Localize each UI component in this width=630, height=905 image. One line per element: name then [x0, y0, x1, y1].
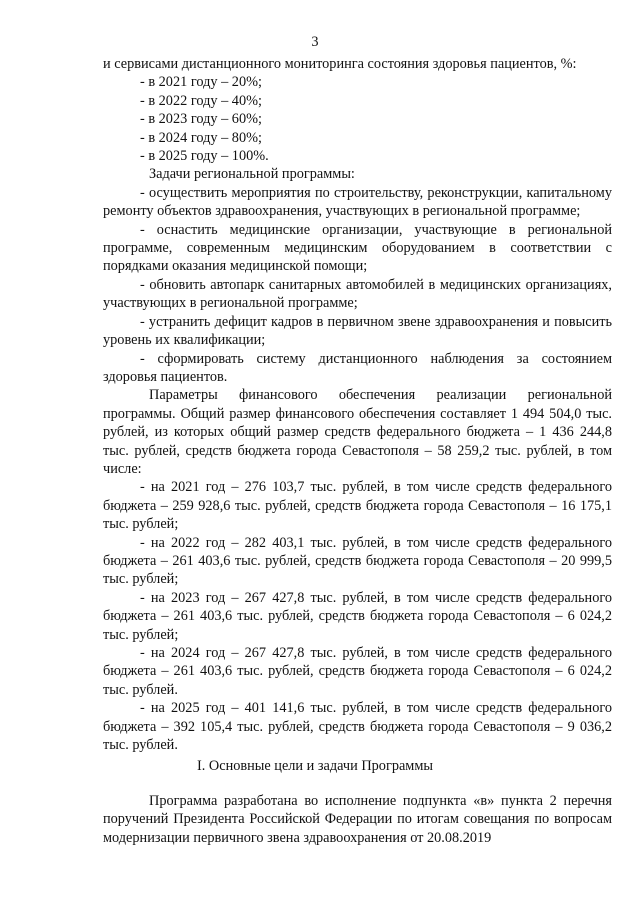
section-heading: I. Основные цели и задачи Программы — [196, 758, 434, 774]
task-item: - обновить автопарк санитарных автомобилей в медицинских организациях, участвующих в региональной программе; — [103, 276, 612, 312]
year-target-2022: - в 2022 году – 40%; — [140, 92, 262, 109]
task-item: - сформировать систему дистанционного наблюдения за состоянием здоровья пациентов. — [103, 350, 612, 385]
finance-year-item: - на 2025 год – 401 141,6 тыс. рублей, в том числе средств федерального бюджета – 392 105,4 тыс. рублей, средств бюджета города Севастополя – 9 036,2 тыс. рублей. — [103, 700, 612, 754]
year-target-2023: - в 2023 году – 60%; — [140, 111, 262, 128]
finance-year-item: - на 2023 год – 267 427,8 тыс. рублей, в том числе средств федерального бюджета – 261 403,6 тыс. рублей, средств бюджета города Севастополя – 6 024,2 тыс. рублей; — [103, 589, 612, 643]
year-target-2025: - в 2025 году – 100%. — [140, 148, 269, 165]
page-number: 3 — [311, 34, 319, 50]
section-paragraph: Программа разработана во исполнение подпункта «в» пункта 2 перечня поручений Президента Российской Федерации по итогам совещания по вопросам модернизации первичного звена здравоохранения от 20.08.2019 — [103, 793, 612, 846]
year-target-2021: - в 2021 году – 20%; — [140, 74, 262, 91]
finance-year-item: - на 2021 год – 276 103,7 тыс. рублей, в том числе средств федерального бюджета – 259 928,6 тыс. рублей, средств бюджета города Севастополя – 16 175,1 тыс. рублей; — [103, 479, 612, 533]
tasks-title: Задачи региональной программы: — [149, 166, 355, 183]
year-target-2024: - в 2024 году – 80%; — [140, 129, 262, 146]
task-item: - осуществить мероприятия по строительству, реконструкции, капитальному ремонту объектов здравоохранения, участвующих в региональной программе; — [103, 184, 612, 220]
section-body — [103, 792, 612, 847]
document-body — [103, 55, 612, 754]
finance-year-item: - на 2022 год – 282 403,1 тыс. рублей, в том числе средств федерального бюджета – 261 403,6 тыс. рублей, средств бюджета города Севастополя – 20 999,5 тыс. рублей; — [103, 534, 612, 588]
task-item: - устранить дефицит кадров в первичном звене здравоохранения и повысить уровень их квалификации; — [103, 313, 612, 349]
finance-intro: Параметры финансового обеспечения реализации региональной программы. Общий размер финансового обеспечения составляет 1 494 504,0 тыс. рублей, из которых общий размер средств федерального бюджета – 1 436 244,8 тыс. рублей, средств бюджета города Севастополя – 58 259,2 тыс. рублей, в том числе: — [103, 387, 612, 477]
intro-line: и сервисами дистанционного мониторинга состояния здоровья пациентов, %: — [103, 56, 577, 72]
finance-year-item: - на 2024 год – 267 427,8 тыс. рублей, в том числе средств федерального бюджета – 261 403,6 тыс. рублей, средств бюджета города Севастополя – 6 024,2 тыс. рублей. — [103, 645, 612, 698]
task-item: - оснастить медицинские организации, участвующие в региональной программе, современным медицинским оборудованием в соответствии с порядками оказания медицинской помощи; — [103, 221, 612, 275]
